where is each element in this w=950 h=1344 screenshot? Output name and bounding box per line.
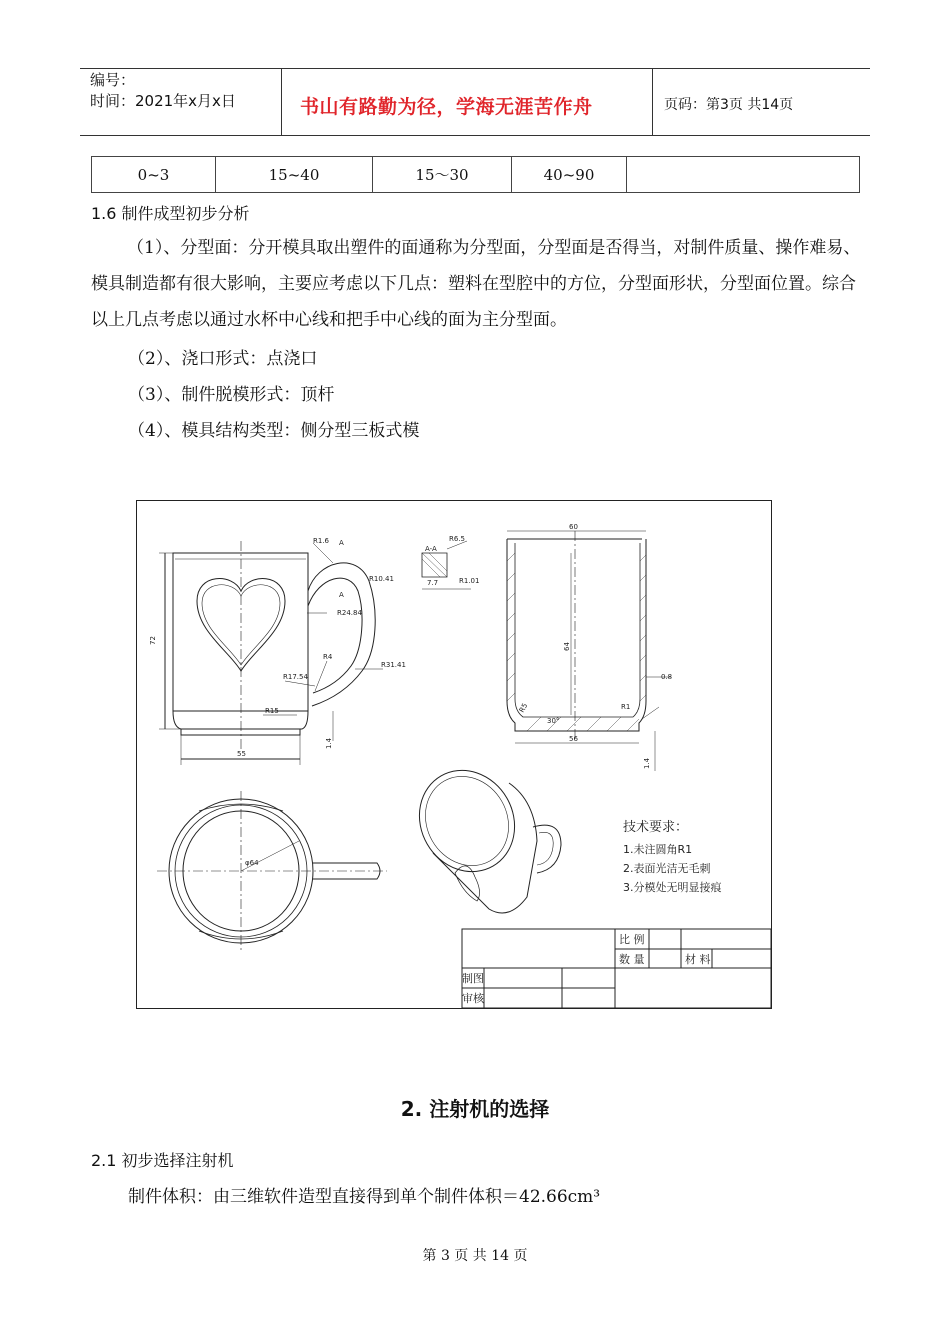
range-table bbox=[91, 156, 860, 193]
header-motto: 书山有路勤为径，学海无涯苦作舟 bbox=[300, 96, 593, 118]
dim-label: φ64 bbox=[245, 859, 259, 867]
table-cell: 0~3 bbox=[92, 157, 216, 193]
header-bottom-rule bbox=[80, 135, 870, 136]
tech-requirement-line: 2.表面光洁无毛刺 bbox=[623, 862, 711, 875]
dim-label: R6.5 bbox=[449, 535, 465, 543]
dim-label: R1.01 bbox=[459, 577, 480, 585]
section-heading: 1.6 制件成型初步分析 bbox=[91, 204, 250, 223]
dim-label: 30° bbox=[547, 717, 560, 725]
table-cell: 40~90 bbox=[512, 157, 627, 193]
table-cell: 15～30 bbox=[373, 157, 512, 193]
dim-label: R24.84 bbox=[337, 609, 362, 617]
dim-label: 64 bbox=[563, 642, 571, 651]
title-block-drawn: 制图 bbox=[462, 972, 484, 985]
table-cell bbox=[627, 157, 860, 193]
dim-label: A bbox=[339, 539, 344, 547]
list-item: （4）、模具结构类型：侧分型三板式模 bbox=[128, 421, 420, 441]
dim-label: R10.41 bbox=[369, 575, 394, 583]
dim-label: 72 bbox=[149, 636, 157, 645]
page-footer: 第 3 页 共 14 页 bbox=[422, 1248, 528, 1264]
dim-label: A bbox=[339, 591, 344, 599]
dim-label: 56 bbox=[569, 735, 578, 743]
dim-label: 60 bbox=[569, 523, 578, 531]
dim-label: R4 bbox=[323, 653, 333, 661]
tech-requirements-title: 技术要求： bbox=[623, 820, 689, 835]
dim-label: 1.4 bbox=[325, 737, 333, 749]
list-item: （2）、浇口形式：点浇口 bbox=[128, 349, 318, 369]
title-block-quantity: 数 量 bbox=[619, 953, 645, 966]
header-divider bbox=[281, 68, 282, 136]
title-block-material: 材 料 bbox=[685, 953, 711, 966]
tech-requirement-line: 3.分模处无明显接痕 bbox=[623, 881, 722, 894]
dim-label: 0.8 bbox=[661, 673, 673, 681]
dim-label: 7.7 bbox=[427, 579, 439, 587]
header-divider bbox=[652, 68, 653, 136]
header-page-number: 页码：第3页 共14页 bbox=[664, 97, 794, 113]
header-number: 编号： bbox=[90, 71, 136, 89]
section-heading: 2.1 初步选择注射机 bbox=[91, 1151, 234, 1170]
cup-handle bbox=[308, 563, 375, 706]
cup-body bbox=[173, 553, 308, 711]
dim-label: 1.4 bbox=[643, 757, 651, 769]
header-top-rule bbox=[80, 68, 870, 69]
dim-label: 55 bbox=[237, 750, 246, 758]
technical-drawing bbox=[136, 500, 772, 1009]
header-time: 时间：2021年x月x日 bbox=[90, 92, 236, 110]
iso-cup-body bbox=[433, 783, 537, 913]
table-cell: 15~40 bbox=[216, 157, 373, 193]
dim-label: R15 bbox=[265, 707, 279, 715]
iso-cup-rim bbox=[401, 753, 533, 889]
header-meta bbox=[90, 70, 236, 112]
tech-requirement-line: 1.未注圆角R1 bbox=[623, 843, 693, 856]
paragraph bbox=[91, 230, 864, 338]
dim-label: A-A bbox=[425, 545, 437, 553]
list-item: （3）、制件脱模形式：顶杆 bbox=[128, 385, 335, 405]
chapter-heading: 2. 注射机的选择 bbox=[400, 1097, 550, 1121]
dim-label: R17.54 bbox=[283, 673, 308, 681]
title-block-scale: 比 例 bbox=[619, 933, 645, 946]
dim-label: R31.41 bbox=[381, 661, 406, 669]
paragraph-text: （1）、分型面：分开模具取出塑件的面通称为分型面，分型面是否得当，对制件质量、操作难易、模具制造都有很大影响，主要应考虑以下几点：塑料在型腔中的方位，分型面形状，分型面位置。综合以上几点考虑以通过水杯中心线和把手中心线的面为主分型面。 bbox=[91, 238, 861, 330]
dim-label: R1 bbox=[621, 703, 631, 711]
drawing-canvas bbox=[137, 501, 771, 1008]
title-block-checked: 审核 bbox=[462, 992, 484, 1005]
dim-label: R1.6 bbox=[313, 537, 329, 545]
table-row bbox=[92, 157, 860, 193]
dim-label: R5 bbox=[517, 701, 530, 714]
volume-text: 制件体积：由三维软件造型直接得到单个制件体积＝42.66cm³ bbox=[128, 1187, 601, 1207]
cup-base bbox=[173, 711, 308, 729]
